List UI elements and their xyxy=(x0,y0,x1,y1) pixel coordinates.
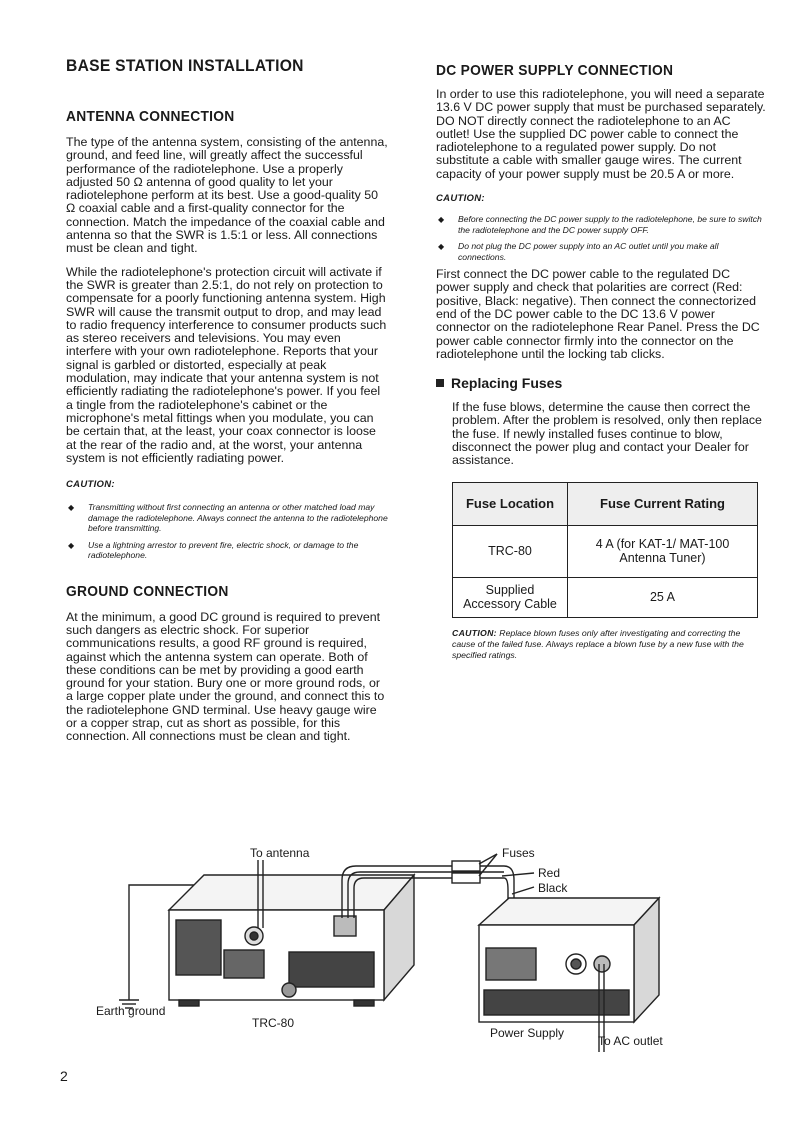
radio-label: TRC-80 xyxy=(252,1016,295,1030)
table-cell: TRC-80 xyxy=(453,525,568,577)
to-antenna-label: To antenna xyxy=(250,846,310,860)
table-caution: CAUTION: Replace blown fuses only after investigating and correcting the cause of the failed fuse. Always replace a blown fuse by a new fuse with the specified ratings. xyxy=(452,627,744,660)
dc-heading: DC POWER SUPPLY CONNECTION xyxy=(436,62,674,79)
table-cell: Supplied Accessory Cable xyxy=(453,577,568,617)
diamond-bullet-icon: ◆ xyxy=(438,215,445,225)
antenna-heading: ANTENNA CONNECTION xyxy=(66,108,235,125)
red-leader xyxy=(502,873,534,876)
caution-item: ◆ Before connecting the DC power supply to the radiotelephone, be sure to switch the radiotelephone and the DC power supply OFF. xyxy=(438,214,762,235)
caution-item: ◆ Transmitting without first connecting an antenna or other matched load may damage the radiotelephone. Always connect the antenna to the radiotelephone before transmitting. xyxy=(68,502,388,534)
diamond-bullet-icon: ◆ xyxy=(438,242,445,252)
antenna-paragraph-2: While the radiotelephone's protection circuit will activate if the SWR is greater than 2.5:1, do not rely on protection to compensate for a poorly functioning antenna system. High SWR will cause the transmit output to drop, and may lead to radio frequency interference to consumer products such as stereo receivers and televisions. You may even interfere with your own radiotelephone. Reports that your signal is garbled or distorted, especially at peak modulation, may indicate that your antenna system is not efficiently radiating the radiotelephone's power. If you feel a tingle from the radiotelephone's cabinet or the microphone's metal fittings when you modulate, you can be certain that, at the least, your coax connector is loose at the rear of the radio and, at the worst, your antenna system is not efficiently radiating power. xyxy=(66,264,387,465)
fuse-paragraph: If the fuse blows, determine the cause then correct the problem. After the problem is resolved, only then replace the fuse. If newly installed fuses continue to blow, disconnect the power plug and contact your Dealer for assistance. xyxy=(452,400,762,468)
square-bullet-icon xyxy=(436,379,444,387)
dc-caution-list xyxy=(436,214,766,262)
antenna-caution-list xyxy=(66,502,388,561)
table-header-cell: Fuse Current Rating xyxy=(568,482,758,525)
dc-caution-label: CAUTION: xyxy=(436,193,485,205)
power-supply-label: Power Supply xyxy=(490,1026,565,1040)
fuses-label: Fuses xyxy=(502,846,535,860)
trc80-radio xyxy=(169,875,414,1006)
fuse-table xyxy=(452,482,758,618)
fuse-heading: Replacing Fuses xyxy=(436,375,766,391)
table-header-row xyxy=(453,482,758,525)
black-label: Black xyxy=(538,881,568,895)
table-header-cell: Fuse Location xyxy=(453,482,568,525)
black-leader xyxy=(512,887,534,894)
ac-outlet-label: To AC outlet xyxy=(598,1034,663,1048)
table-row xyxy=(453,577,758,617)
left-column xyxy=(66,56,388,744)
antenna-caution-label: CAUTION: xyxy=(66,479,115,491)
antenna-paragraph-1: The type of the antenna system, consisting of the antenna, ground, and feed line, will greatly affect the successful performance of the radiotelephone. Use a properly adjusted 50 Ω antenna of good quality to let your radiotelephone perform at its best. Use a good-quality 50 Ω coaxial cable and a first-quality connector for the connection. Match the impedance of the coaxial cable and antenna so that the SWR is 1.5:1 or less. All connections must be clean and tight. xyxy=(66,135,388,256)
caution-item: ◆ Use a lightning arrestor to prevent fire, electric shock, or damage to the radiotelephone. xyxy=(68,539,359,561)
connection-diagram xyxy=(84,840,684,1060)
power-supply-unit xyxy=(479,898,659,1022)
table-cell: 4 A (for KAT-1/ MAT-100 Antenna Tuner) xyxy=(568,525,758,577)
page-number: 2 xyxy=(60,1068,68,1084)
ground-heading: GROUND CONNECTION xyxy=(66,582,229,600)
dc-paragraph-1: In order to use this radiotelephone, you will need a separate 13.6 V DC power supply that must be purchased separately. DO NOT directly connect the radiotelephone to an AC outlet! Use the supplied DC power cable to connect the radiotelephone to a regulated power supply. Do not substitute a cable with smaller gauge wires. The current capacity of your power supply must be 20.5 A or more. xyxy=(436,87,766,181)
red-label: Red xyxy=(538,866,561,880)
dc-paragraph-2: First connect the DC power cable to the regulated DC power supply and check that polarities are correct (Red: positive, Black: negative). Then connect the connectorized end of the DC power cable to the DC 13.6 V power connector on the radiotelephone Rear Panel. Press the DC power cable connector firmly into the connector on the radiotelephone until the locking tab clicks. xyxy=(436,267,760,361)
ground-paragraph: At the minimum, a good DC ground is required to prevent such dangers as electric shock. For superior communications results, a good RF ground is required, against which the antenna system can operate. Both of these conditions can be met by providing a good earth ground for your station. Bury one or more ground rods, or a large copper plate under the ground, and connect this to the radiotelephone GND terminal. Use heavy gauge wire or a copper strap, cut as short as possible, for this connection. All connections must be clean and tight. xyxy=(66,609,385,744)
diamond-bullet-icon: ◆ xyxy=(68,540,75,550)
installation-illustration xyxy=(84,840,684,1060)
diamond-bullet-icon: ◆ xyxy=(68,503,75,513)
caution-item: ◆ Do not plug the DC power supply into an AC outlet until you make all connections. xyxy=(438,241,719,262)
right-column xyxy=(436,62,766,661)
page-title: BASE STATION INSTALLATION xyxy=(66,56,304,75)
table-row xyxy=(453,525,758,577)
table-cell: 25 A xyxy=(568,577,758,617)
earth-ground-label: Earth ground xyxy=(96,1004,166,1018)
